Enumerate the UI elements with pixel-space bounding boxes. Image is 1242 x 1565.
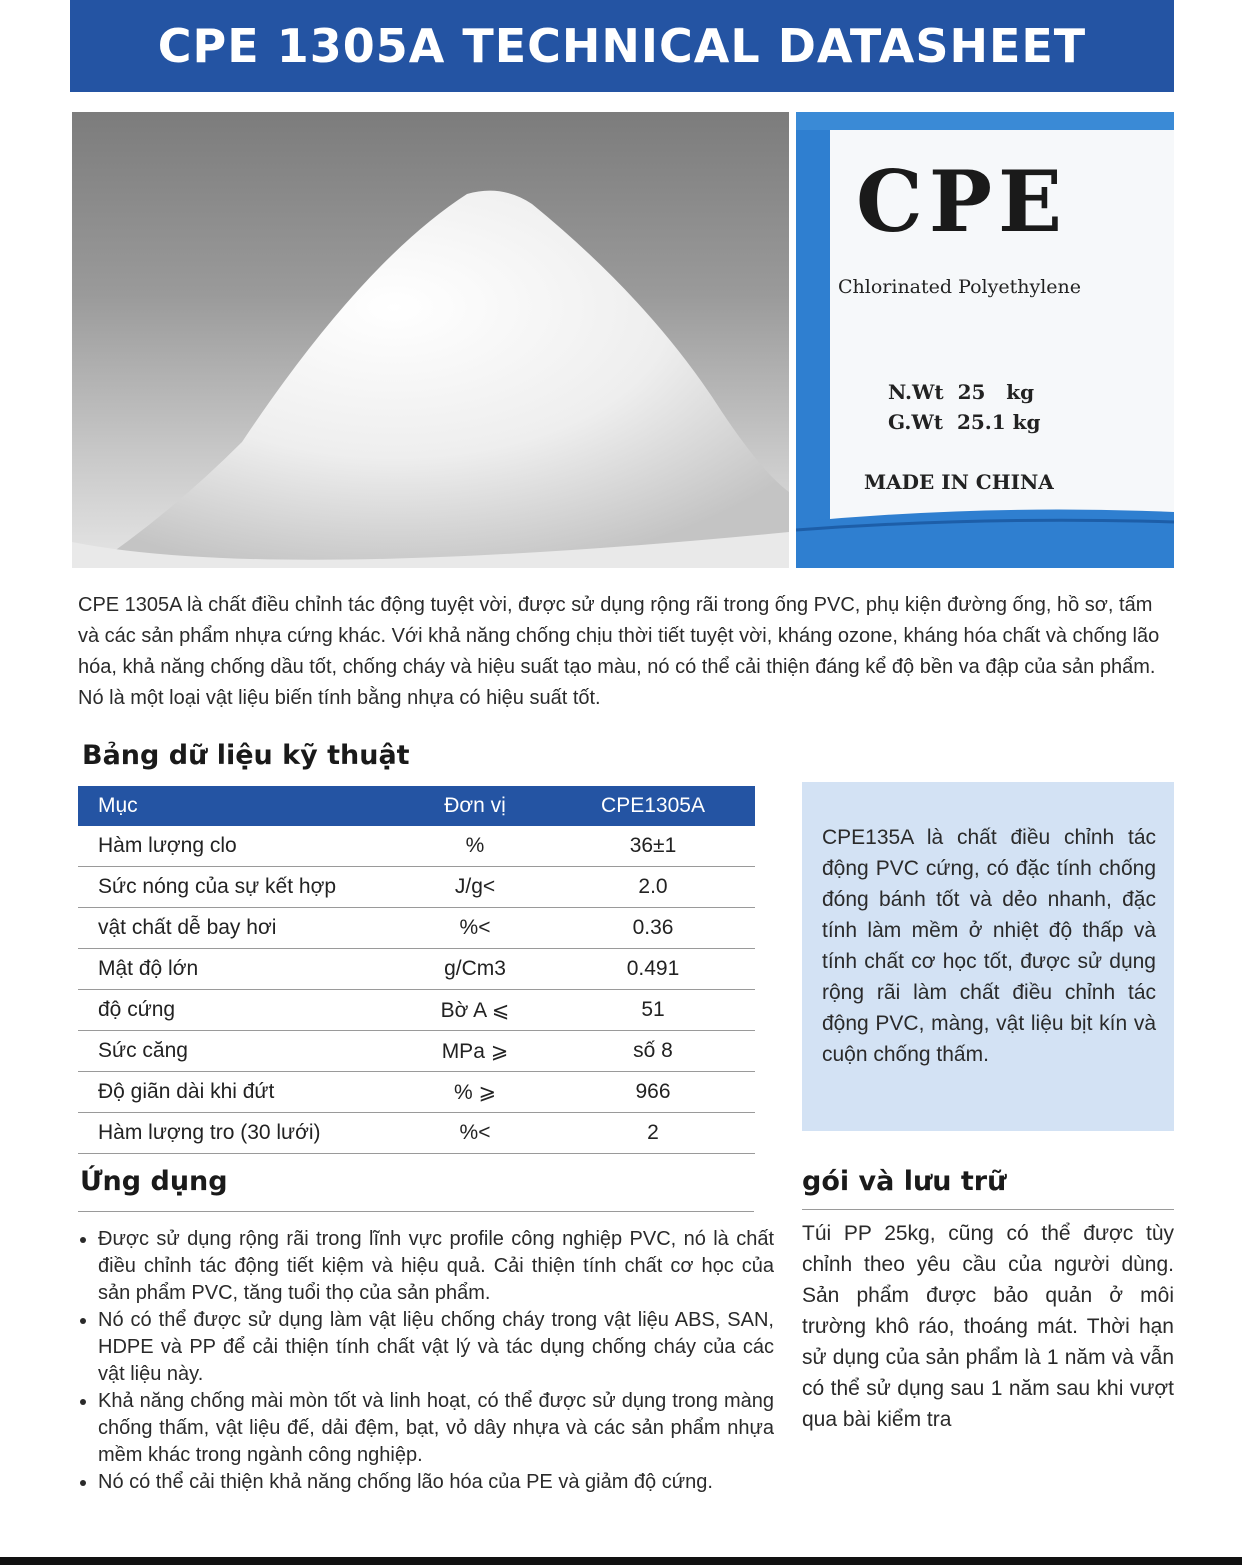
spec-cell-item: Hàm lượng tro (30 lưới) — [78, 1113, 399, 1154]
spec-cell-value: số 8 — [551, 1031, 755, 1072]
spec-cell-value: 36±1 — [551, 826, 755, 867]
spec-cell-item: Sức nóng của sự kết hợp — [78, 867, 399, 908]
spec-cell-unit: J/g< — [399, 867, 551, 908]
spec-header-item: Mục — [78, 786, 399, 826]
bag-subtitle: Chlorinated Polyethylene — [838, 276, 1082, 298]
bag-brand: CPE — [856, 152, 1069, 251]
list-item: • Nó có thể cải thiện khả năng chống lão hóa của PE và giảm độ cứng. — [98, 1469, 774, 1496]
table-row — [78, 826, 755, 867]
list-item: • Nó có thể được sử dụng làm vật liệu chống cháy trong vật liệu ABS, SAN, HDPE và PP để cải thiện tính chất vật lý và tác dụng chống cháy của các vật liệu này. — [98, 1307, 774, 1388]
info-box — [802, 782, 1174, 1131]
page-title: CPE 1305A TECHNICAL DATASHEET — [157, 19, 1087, 73]
table-row — [78, 990, 755, 1031]
header-banner — [70, 0, 1174, 92]
table-row — [78, 1113, 755, 1154]
spec-header-unit: Đơn vị — [399, 786, 551, 826]
spec-cell-item: Hàm lượng clo — [78, 826, 399, 867]
application-section-title: Ứng dụng — [80, 1166, 228, 1197]
powder-pile-illustration — [72, 112, 789, 568]
list-item: • Được sử dụng rộng rãi trong lĩnh vực profile công nghiệp PVC, nó là chất điều chỉnh tác động tiết kiệm và hiệu quả. Cải thiện tính chất cơ học của sản phẩm PVC, tăng tuổi thọ của sản phẩm. — [98, 1226, 774, 1307]
spec-cell-unit: % — [399, 826, 551, 867]
bag-net-weight: N.Wt 25 kg — [888, 380, 1035, 404]
bag-origin: MADE IN CHINA — [864, 470, 1054, 494]
spec-cell-unit: MPa ⩾ — [399, 1031, 551, 1072]
spec-cell-item: độ cứng — [78, 990, 399, 1031]
table-row — [78, 1072, 755, 1113]
cpe-bag-image — [796, 112, 1174, 568]
table-row — [78, 867, 755, 908]
intro-paragraph: CPE 1305A là chất điều chỉnh tác động tuyệt vời, được sử dụng rộng rãi trong ống PVC, phụ kiện đường ống, hồ sơ, tấm và các sản phẩm nhựa cứng khác. Với khả năng chống chịu thời tiết tuyệt vời, kháng ozone, kháng hóa chất và chống lão hóa, khả năng chống dầu tốt, chống cháy và hiệu suất tạo màu, nó có thể cải thiện đáng kể độ bền va đập của sản phẩm. Nó là một loại vật liệu biến tính bằng nhựa có hiệu suất tốt. — [78, 594, 1160, 709]
bottom-border — [0, 1557, 1242, 1565]
spec-cell-item: Mật độ lớn — [78, 949, 399, 990]
spec-cell-unit: %< — [399, 1113, 551, 1154]
table-row — [78, 1031, 755, 1072]
spec-cell-unit: % ⩾ — [399, 1072, 551, 1113]
spec-cell-value: 51 — [551, 990, 755, 1031]
table-row — [78, 949, 755, 990]
spec-cell-item: Độ giãn dài khi đứt — [78, 1072, 399, 1113]
spec-cell-unit: g/Cm3 — [399, 949, 551, 990]
spec-cell-value: 2.0 — [551, 867, 755, 908]
spec-cell-item: Sức căng — [78, 1031, 399, 1072]
application-divider — [78, 1211, 754, 1212]
spec-cell-value: 0.491 — [551, 949, 755, 990]
spec-header-value: CPE1305A — [551, 786, 755, 826]
list-item: • Khả năng chống mài mòn tốt và linh hoạt, có thể được sử dụng trong màng chống thấm, vật liệu đế, dải đệm, bạt, vỏ dây nhựa và các sản phẩm nhựa mềm khác trong ngành công nghiệp. — [98, 1388, 774, 1469]
table-row — [78, 908, 755, 949]
info-box-text: CPE135A là chất điều chỉnh tác động PVC cứng, có đặc tính chống đóng bánh tốt và dẻo nhanh, đặc tính làm mềm ở nhiệt độ thấp và tính chất cơ học tốt, được sử dụng rộng rãi làm chất điều chỉnh tác động PVC, màng, vật liệu bịt kín và cuộn chống thấm. — [822, 826, 1156, 1066]
storage-divider — [802, 1209, 1174, 1210]
spec-table — [78, 786, 755, 1154]
bag-gross-weight: G.Wt 25.1 kg — [888, 410, 1041, 434]
spec-cell-unit: %< — [399, 908, 551, 949]
spec-cell-unit: Bờ A ⩽ — [399, 990, 551, 1031]
application-list — [78, 1226, 774, 1496]
storage-text: Túi PP 25kg, cũng có thể được tùy chỉnh theo yêu cầu của người dùng. Sản phẩm được bảo quản ở môi trường khô ráo, thoáng mát. Thời hạn sử dụng của sản phẩm là 1 năm và vẫn có thể sử dụng sau 1 năm sau khi vượt qua bài kiểm tra — [802, 1222, 1174, 1431]
spec-cell-value: 0.36 — [551, 908, 755, 949]
spec-header-row — [78, 786, 755, 826]
spec-cell-value: 2 — [551, 1113, 755, 1154]
powder-image — [72, 112, 789, 568]
spec-cell-item: vật chất dễ bay hơi — [78, 908, 399, 949]
spec-section-title: Bảng dữ liệu kỹ thuật — [82, 740, 410, 771]
storage-section-title: gói và lưu trữ — [802, 1166, 1007, 1197]
spec-cell-value: 966 — [551, 1072, 755, 1113]
